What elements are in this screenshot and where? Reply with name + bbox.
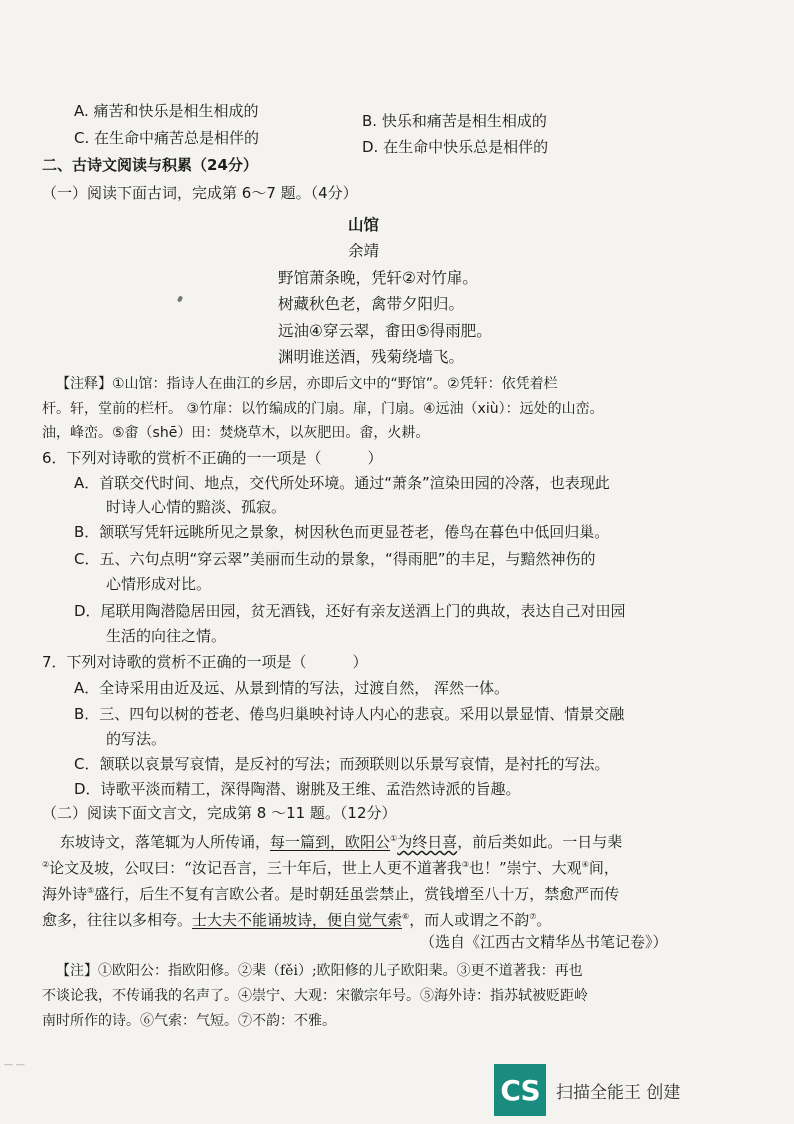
wenyan-text: 东坡诗文，落笔辄为人所传诵，: [60, 833, 271, 851]
poem-note-line-2: 杆。轩，堂前的栏杆。 ③竹扉：以竹编成的门扇。扉，门扇。④远油（xiù）：远处的山峦。: [42, 401, 604, 417]
section-title: 二、古诗文阅读与积累（24分）: [42, 156, 258, 174]
wenyan-text: 也！”崇宁、大观: [469, 859, 582, 877]
q6-option-a-line-1: A．首联交代时间、地点，交代所处环境。通过“萧条”渲染田园的冷落，也表现此: [74, 474, 610, 492]
stray-mark: [177, 295, 183, 302]
poem-line-1: 野馆萧条晚，凭轩②对竹扉。: [278, 269, 478, 287]
q7-option-a-line-1: A．全诗采用由近及远、从景到情的写法，过渡自然， 浑然一体。: [74, 679, 510, 697]
wenyan-text: ，而人或谓之不韵: [409, 911, 530, 929]
poem-line-4: 渊明谁送酒，残菊绕墙飞。: [278, 348, 465, 366]
wenyan-line-4: [42, 907, 551, 930]
footnote-marker: ⑤: [87, 886, 95, 895]
wenyan-source: （选自《江西古文精华丛书笔记卷》）: [420, 933, 668, 951]
q6-option-a-line-2: 时诗人心情的黯淡、孤寂。: [106, 498, 287, 516]
wenyan-note-line-3: 南时所作的诗。⑥气索：气短。⑦不韵：不雅。: [42, 1013, 336, 1029]
footnote-marker: ①: [390, 834, 398, 843]
footnote-marker: ⑥: [402, 912, 410, 921]
q7-option-b-line-2: 的写法。: [106, 730, 167, 748]
wenyan-text: 盛行，后生不复有言欧公者。是时朝廷虽尝禁止，赏钱增至八十万，禁愈严而传: [94, 885, 620, 903]
poem-title: 山馆: [348, 216, 380, 234]
part1-heading: （一）阅读下面古词，完成第 6～7 题。（4分）: [42, 184, 358, 202]
wenyan-text: ，前后类如此。一日与棐: [457, 833, 623, 851]
poem-note-line-3: 油，峰峦。⑤畬（shē）田：焚烧草木，以灰肥田。畬，火耕。: [42, 425, 430, 441]
wenyan-text: 愈多，往往以多相夸。: [42, 911, 193, 929]
poem-author: 余靖: [348, 242, 380, 260]
footnote-marker: ④: [581, 860, 589, 869]
wenyan-underlined-sentence: 士大夫不能诵坡诗，便自觉气索: [192, 911, 403, 929]
watermark-text: 扫描全能王 创建: [556, 1082, 681, 1103]
q6-option-b-line-1: B．颔联写凭轩远眺所见之景象，树因秋色而更显苍老，倦鸟在暮色中低回归巢。: [74, 523, 610, 541]
wenyan-underlined-phrase: 每一篇到，欧阳公: [270, 833, 391, 851]
part2-heading: （二）阅读下面文言文，完成第 8 ～11 题。（12分）: [42, 804, 397, 822]
q7-option-b-line-1: B．三、四句以树的苍老、倦鸟归巢映衬诗人内心的悲哀。采用以景显情、情景交融: [74, 705, 625, 723]
q5-option-d: D. 在生命中快乐总是相伴的: [362, 138, 549, 156]
q7-stem-end: ）: [352, 653, 368, 671]
wenyan-line-1: [60, 829, 622, 852]
wenyan-note-line-2: 不谈论我，不传诵我的名声了。④崇宁、大观：宋徽宗年号。⑤海外诗：指苏轼被贬距岭: [42, 988, 588, 1004]
footnote-marker: ③: [461, 860, 470, 869]
q6-option-c-line-1: C．五、六句点明“穿云翠”美丽而生动的景象，“得雨肥”的丰足，与黯然神伤的: [74, 550, 596, 568]
footnote-marker: ②: [42, 860, 50, 869]
wenyan-line-2: [42, 855, 619, 878]
footnote-marker: ⑦: [529, 912, 537, 921]
q7-stem-text: 7．下列对诗歌的赏析不正确的一项是（: [42, 653, 307, 671]
poem-note-line-1: 【注释】①山馆：指诗人在曲江的乡居，亦即后文中的“野馆”。②凭轩：依凭着栏: [56, 376, 558, 392]
q5-option-c: C. 在生命中痛苦总是相伴的: [74, 129, 260, 147]
q6-option-d-line-1: D．尾联用陶潜隐居田园，贫无酒钱，还好有亲友送酒上门的典故，表达自己对田园: [74, 602, 626, 620]
scanner-watermark: [494, 1064, 680, 1116]
wenyan-wavy-phrase: 为终日喜: [397, 833, 458, 851]
q7-stem: [42, 652, 368, 672]
wenyan-note-line-1: 【注】①欧阳公：指欧阳修。②棐（fěi）;欧阳修的儿子欧阳棐。③更不道著我：再也: [56, 963, 583, 979]
camscanner-logo-icon: CS: [494, 1064, 546, 1116]
poem-line-2: 树藏秋色老，禽带夕阳归。: [278, 295, 465, 313]
scan-edge-mark: — —: [4, 1060, 25, 1070]
q5-option-b: B. 快乐和痛苦是相生相成的: [362, 112, 547, 130]
q6-stem-text: 6．下列对诗歌的赏析不正确的一一项是（: [42, 449, 322, 467]
poem-line-3: 远油④穿云翠，畬田⑤得雨肥。: [278, 322, 492, 340]
q6-stem-end: ）: [367, 449, 383, 467]
wenyan-text: 海外诗: [42, 885, 88, 903]
q6-option-d-line-2: 生活的向往之情。: [106, 627, 227, 645]
wenyan-text: 。: [536, 911, 552, 929]
wenyan-text: 间，: [588, 859, 619, 877]
q6-option-c-line-2: 心情形成对比。: [106, 575, 212, 593]
q7-option-d-line-1: D．诗歌平淡而精工，深得陶潜、谢朓及王维、孟浩然诗派的旨趣。: [74, 780, 521, 798]
q5-option-a: A. 痛苦和快乐是相生相成的: [74, 102, 259, 120]
wenyan-line-3: [42, 881, 619, 904]
wenyan-text: 论文及坡，公叹曰：“汝记吾言，三十年后，世上人更不道著我: [49, 859, 462, 877]
q6-stem: [42, 448, 383, 468]
q7-option-c-line-1: C．颔联以哀景写哀情，是反衬的写法；而颈联则以乐景写哀情，是衬托的写法。: [74, 755, 610, 773]
